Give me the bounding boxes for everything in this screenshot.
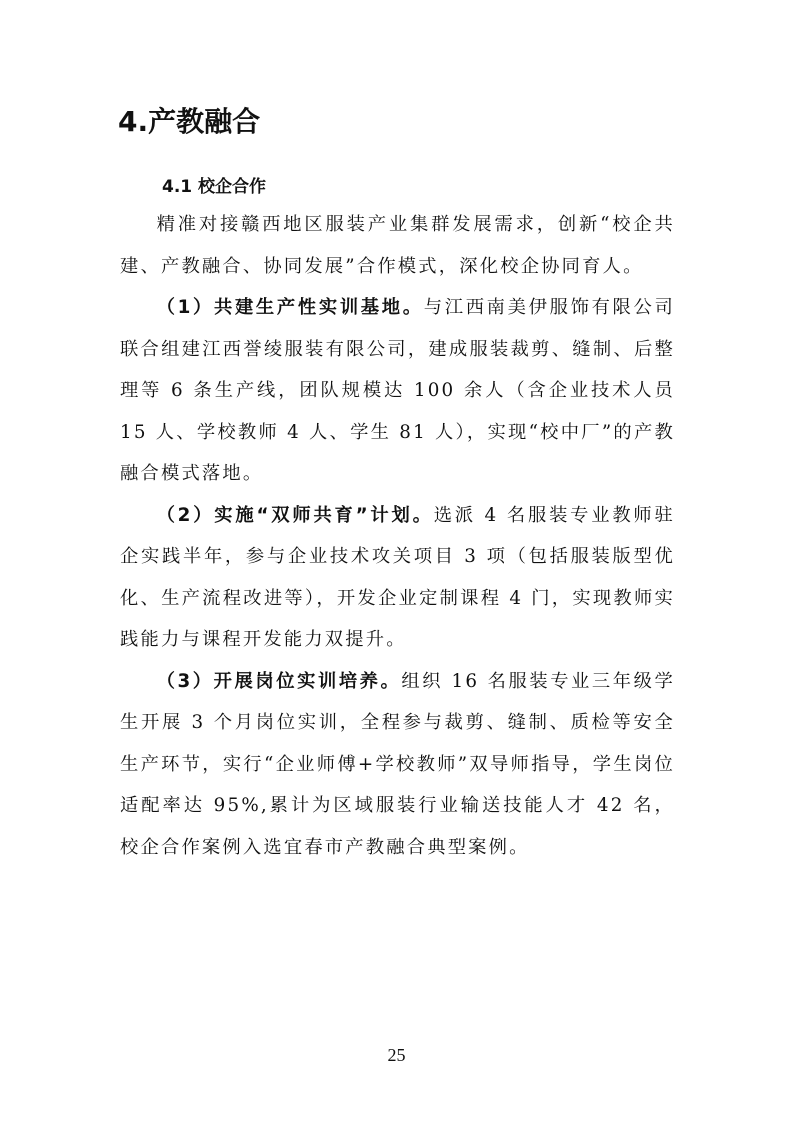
paragraph-3-lead: （3）开展岗位实训培养。: [156, 670, 402, 692]
paragraph-2: [120, 495, 675, 661]
paragraph-2-lead: （2）实施“双师共育”计划。: [156, 504, 434, 526]
section-title: 4.1 校企合作: [162, 177, 267, 197]
paragraph-1-text: 与江西南美伊服饰有限公司联合组建江西誉绫服装有限公司，建成服装裁剪、缝制、后整理等 6 条生产线，团队规模达 100 余人（含企业技术人员 15 人、学校教师 4 人、学生 81 人），实现“校中厂”的产教融合模式落地。: [120, 297, 675, 484]
paragraph-2-text: 选派 4 名服装专业教师驻企实践半年，参与企业技术攻关项目 3 项（包括服装版型优化、生产流程改进等），开发企业定制课程 4 门，实现教师实践能力与课程开发能力双提升。: [120, 504, 675, 650]
paragraph-3: [120, 661, 675, 869]
chapter-title: 4.产教融合: [118, 105, 261, 138]
paragraph-1: [120, 287, 675, 495]
body-text: [120, 204, 675, 868]
paragraph-1-lead: （1）共建生产性实训基地。: [156, 297, 424, 318]
page-number: 25: [387, 1045, 406, 1065]
intro-paragraph: 精准对接赣西地区服装产业集群发展需求，创新“校企共建、产教融合、协同发展”合作模式，深化校企协同育人。: [120, 214, 675, 277]
paragraph-3-text: 组织 16 名服装专业三年级学生开展 3 个月岗位实训，全程参与裁剪、缝制、质检等安全生产环节，实行“企业师傅+学校教师”双导师指导，学生岗位适配率达 95%,累计为区域服装行业输送技能人才 42 名，校企合作案例入选宜春市产教融合典型案例。: [120, 670, 676, 858]
